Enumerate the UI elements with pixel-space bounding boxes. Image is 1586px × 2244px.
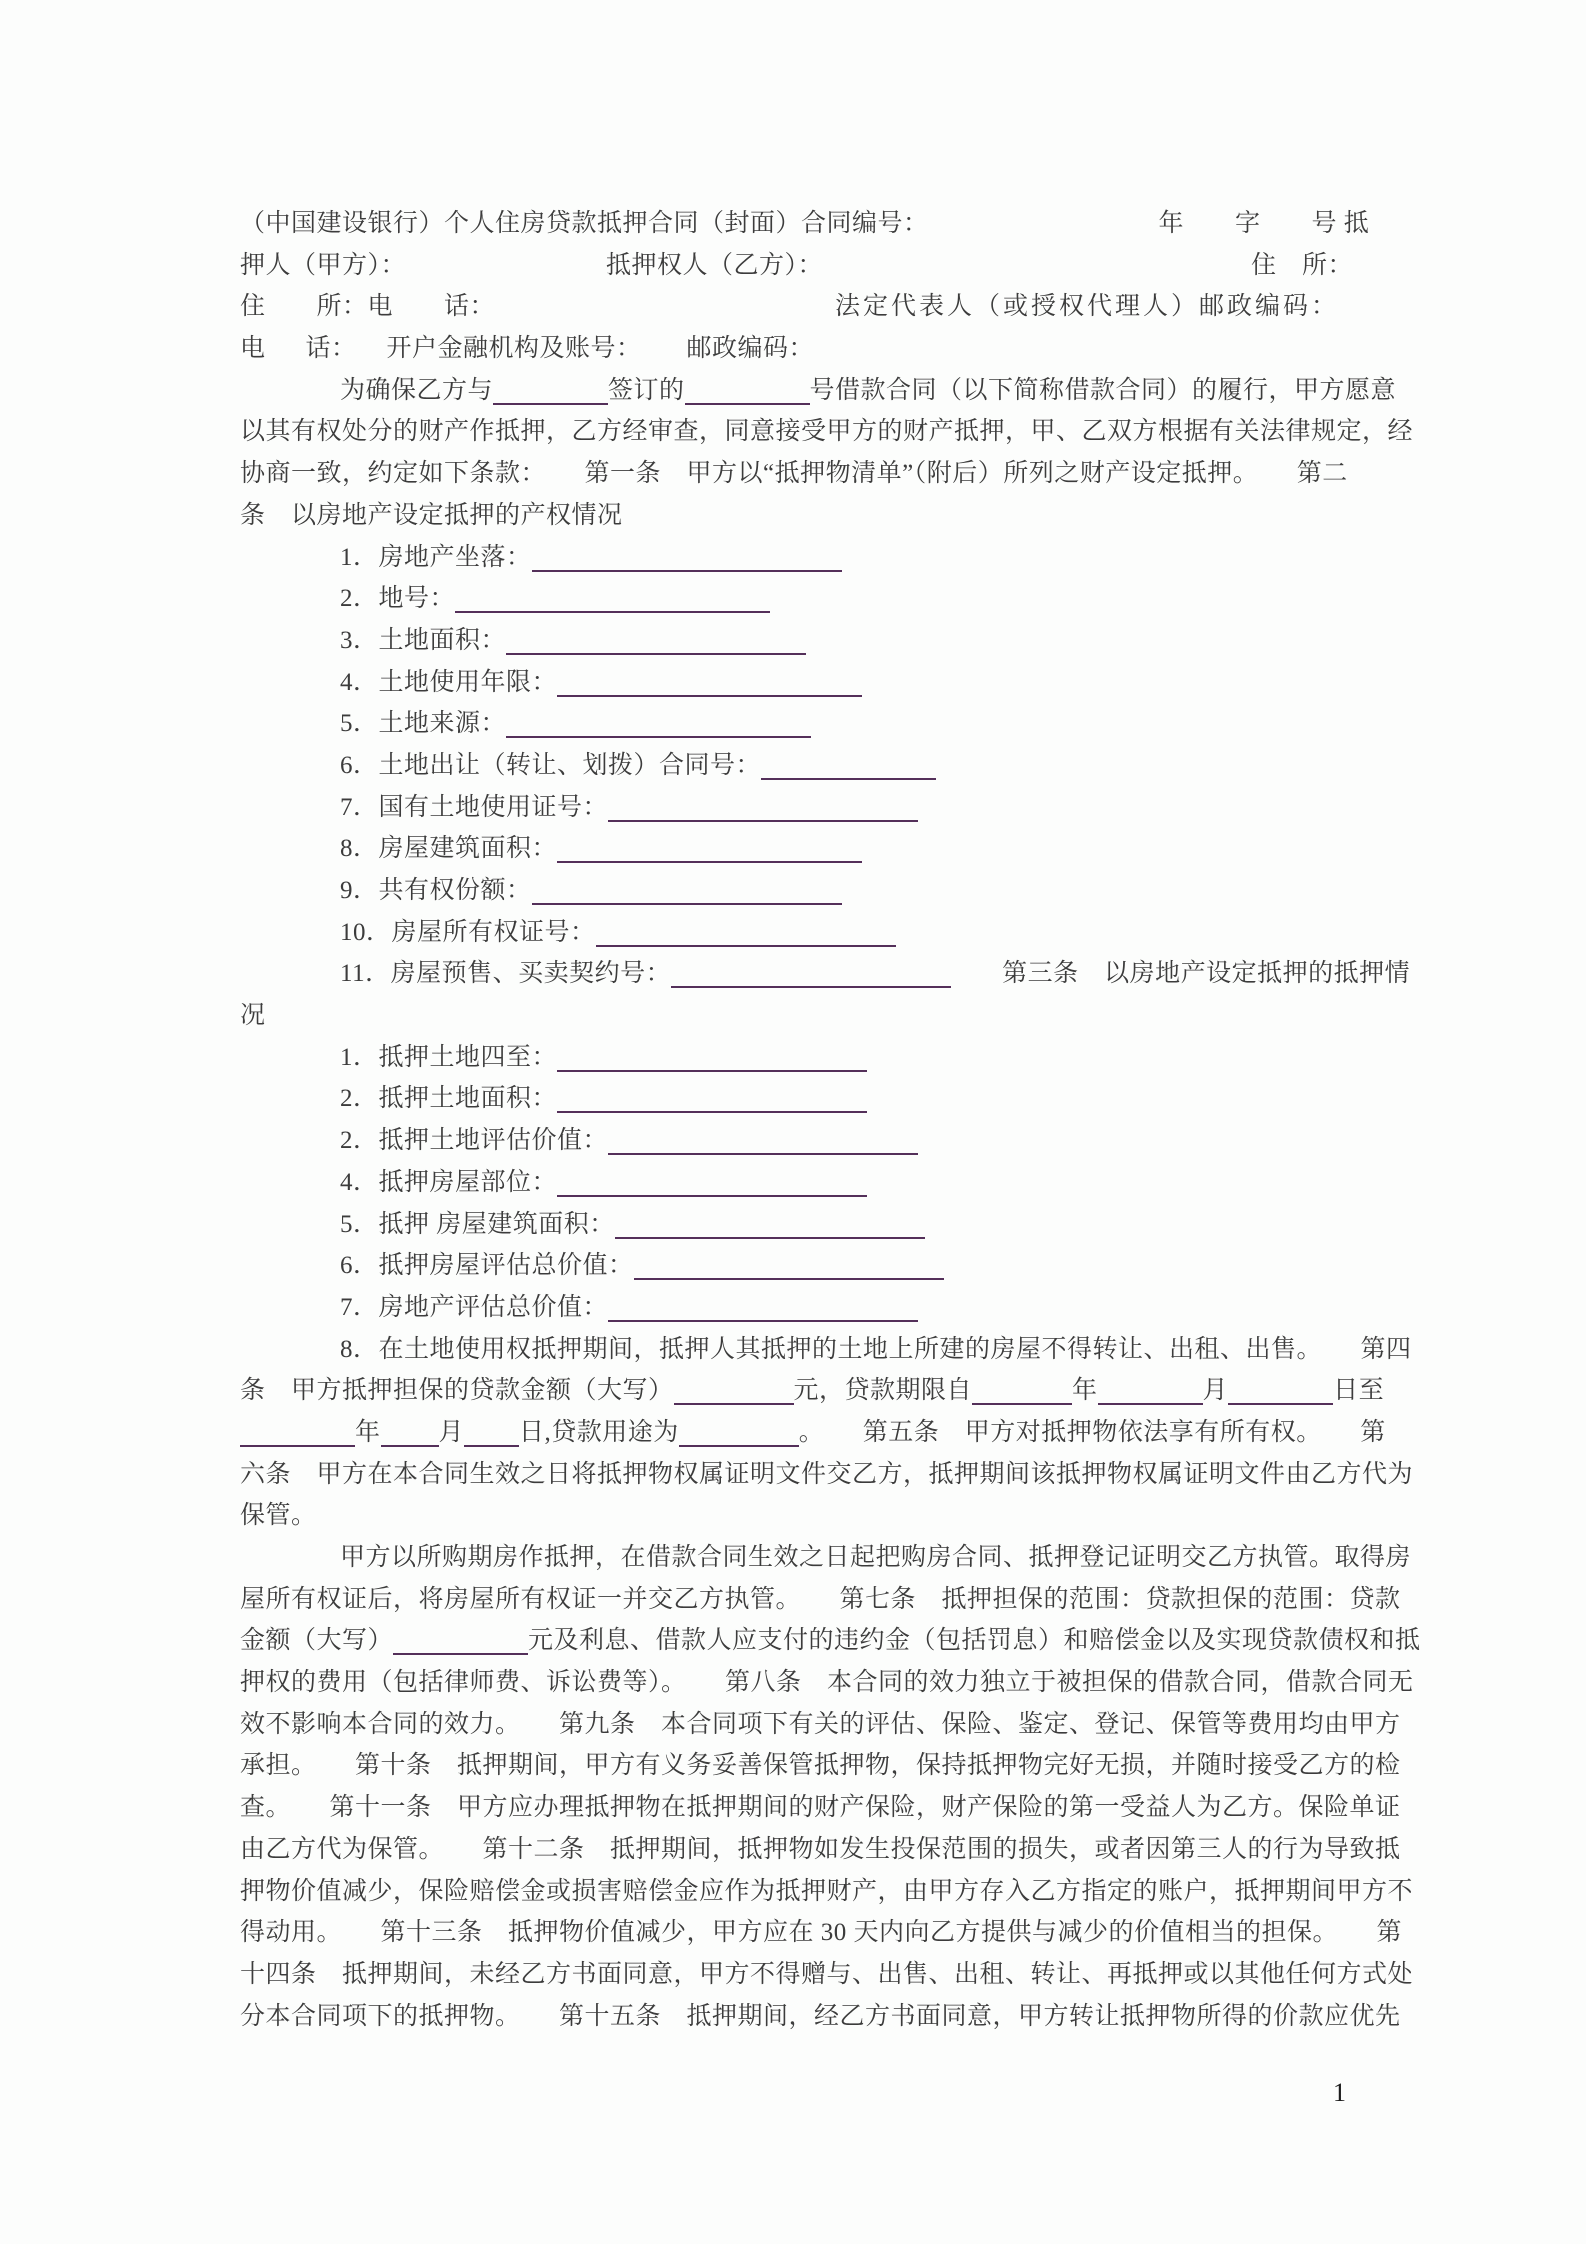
doc-line-9 [240,537,1440,579]
text-run: 邮政编码： [686,335,815,363]
doc-line-23 [240,1120,1440,1162]
blank-fill-line [761,752,936,780]
blank-fill-line [596,919,896,947]
text-run: 金额（大写） [240,1627,394,1655]
text-run: 9．共有权份额： [340,877,532,904]
text-run: 分本合同项下的抵押物。 第十五条 抵押期间，经乙方书面同意，甲方转让抵押物所得的价款应优先 [240,2002,1401,2030]
gap [240,1231,340,1232]
text-run: 甲方以所购期房作抵押，在借款合同生效之日起把购房合同、抵押登记证明交乙方执管。取得房 [340,1544,1412,1571]
doc-line-10 [240,578,1440,620]
text-run: 4．土地使用年限： [340,668,558,696]
text-run: 2．抵押土地面积： [340,1085,558,1113]
text-run: 号借款合同（以下简称借款合同）的履行，甲方愿意 [809,376,1397,404]
doc-line-29 [240,1370,1440,1412]
doc-line-38 [240,1745,1440,1787]
doc-line-8 [240,495,1440,537]
doc-line-32 [240,1495,1440,1537]
gap [357,355,387,356]
gap [240,939,340,940]
text-run: 4．抵押房屋部位： [340,1168,558,1196]
text-run: 8．房屋建筑面积： [340,835,558,863]
blank-fill-line [615,1211,925,1239]
gap [929,230,1159,231]
gap [406,272,606,273]
doc-line-42 [240,1912,1440,1954]
text-run: 电 [240,335,266,363]
doc-line-41 [240,1871,1440,1913]
doc-line-28 [240,1329,1440,1371]
doc-line-24 [240,1162,1440,1204]
text-run: 1．抵押土地四至： [340,1043,558,1071]
blank-fill-line [464,1419,519,1447]
text-run: 签订的 [608,376,685,404]
blank-fill-line [506,627,806,655]
text-run: 开户金融机构及账号： [386,335,642,363]
text-run: 7．房地产评估总价值： [340,1293,609,1321]
text-run: 条 甲方抵押担保的贷款金额（大写） [240,1377,674,1405]
gap [240,1564,340,1565]
text-run: 押人（甲方）： [240,251,407,279]
blank-fill-line [557,1044,867,1072]
text-run: 7．国有土地使用证号： [340,793,609,821]
doc-line-37 [240,1704,1440,1746]
doc-line-39 [240,1787,1440,1829]
gap [240,397,340,398]
gap [240,855,340,856]
gap [240,1105,340,1106]
gap [240,897,340,898]
doc-line-31 [240,1454,1440,1496]
blank-fill-line [608,1127,918,1155]
blank-fill-line [455,585,770,613]
doc-line-35 [240,1620,1440,1662]
text-run: 由乙方代为保管。 第十二条 抵押期间，抵押物如发生投保范围的损失，或者因第三人的行为导致抵 [240,1835,1401,1863]
doc-line-4 [240,328,1440,370]
text-run: 六条 甲方在本合同生效之日将抵押物权属证明文件交乙方，抵押期间该抵押物权属证明文件由乙方代为 [240,1460,1414,1488]
blank-fill-line [1098,1377,1203,1405]
doc-line-33 [240,1537,1440,1579]
text-run: 抵押权人（乙方）： [606,251,824,279]
text-run: 元及利息、借款人应支付的违约金（包括罚息）和赔偿金以及实现贷款债权和抵 [528,1627,1421,1655]
gap [823,272,1251,273]
text-run: 8．在土地使用权抵押期间，抵押人其抵押的土地上所建的房屋不得转让、出租、出售。 第四 [340,1335,1412,1363]
blank-fill-line [557,1085,867,1113]
doc-line-44 [240,1996,1440,2038]
text-run: 屋所有权证后，将房屋所有权证一并交乙方执管。 第七条 抵押担保的范围：贷款担保的范围：贷款 [240,1585,1401,1613]
blank-fill-line [393,1627,528,1655]
page-number: 1 [1333,2078,1346,2107]
gap [240,1064,340,1065]
doc-line-14 [240,745,1440,787]
doc-line-40 [240,1829,1440,1871]
text-run: 住 所： [1251,251,1354,279]
text-run: 2．抵押土地评估价值： [340,1127,609,1155]
gap [495,313,835,314]
text-run: 效不影响本合同的效力。 第九条 本合同项下有关的评估、保险、鉴定、登记、保管等费用均由甲方 [240,1710,1401,1738]
gap [240,1272,340,1273]
text-run: 法定代表人（或授权代理人）邮政编码： [835,293,1340,321]
blank-fill-line [608,794,918,822]
doc-line-30 [240,1412,1440,1454]
text-run: 6．抵押房屋评估总价值： [340,1252,634,1280]
text-run: 年 [1072,1377,1098,1405]
doc-line-7 [240,453,1440,495]
blank-fill-line [493,377,608,405]
text-run: 为确保乙方与 [340,376,494,404]
gap [266,355,306,356]
text-run: 10．房屋所有权证号： [340,918,596,946]
doc-line-18 [240,912,1440,954]
blank-fill-line [557,1169,867,1197]
text-run: 11．房屋预售、买卖契约号： [340,960,672,988]
doc-line-36 [240,1662,1440,1704]
text-run: 月 [1202,1377,1229,1405]
blank-fill-line [674,1377,794,1405]
doc-line-22 [240,1078,1440,1120]
doc-line-19 [240,953,1440,995]
gap [240,814,340,815]
doc-line-27 [240,1287,1440,1329]
doc-line-16 [240,828,1440,870]
doc-line-17 [240,870,1440,912]
doc-line-15 [240,787,1440,829]
gap [240,980,340,981]
gap [240,1147,340,1148]
text-run: 6．土地出让（转让、划拨）合同号： [340,751,762,779]
text-run: 年 字 号 抵 [1158,210,1370,237]
text-run: 。 第五条 甲方对抵押物依法享有所有权。 第 [798,1418,1386,1446]
blank-fill-line [685,377,810,405]
gap [642,355,687,356]
text-run: 月 [438,1418,465,1446]
doc-line-20 [240,995,1440,1037]
doc-line-1 [240,203,1440,245]
text-run: 2．地号： [340,585,456,613]
blank-fill-line [634,1252,944,1280]
gap [240,564,340,565]
blank-fill-line [679,1419,799,1447]
text-run: 况 [240,1002,266,1030]
text-run: 年 [355,1418,381,1446]
document-body [240,203,1440,2037]
text-run: 5．土地来源： [340,710,507,738]
gap [240,730,340,731]
text-run: （中国建设银行）个人住房贷款抵押合同（封面）合同编号： [240,210,929,237]
text-run: 押权的费用（包括律师费、诉讼费等）。 第八条 本合同的效力独立于被担保的借款合同，借款合同无 [240,1669,1414,1697]
blank-fill-line [240,1419,355,1447]
text-run: 日,贷款用途为 [519,1418,679,1446]
blank-fill-line [671,960,951,988]
doc-line-43 [240,1954,1440,1996]
text-run: 保管。 [240,1502,317,1530]
gap [240,605,340,606]
text-run: 条 以房地产设定抵押的产权情况 [240,501,623,529]
doc-line-26 [240,1245,1440,1287]
gap [240,647,340,648]
text-run: 以其有权处分的财产作抵押，乙方经审查，同意接受甲方的财产抵押，甲、乙双方根据有关法律规定，经 [240,418,1414,446]
blank-fill-line [557,835,862,863]
blank-fill-line [557,669,862,697]
gap [240,689,340,690]
gap [240,1356,340,1357]
doc-line-6 [240,411,1440,453]
doc-line-2 [240,245,1440,287]
doc-line-25 [240,1204,1440,1246]
text-run: 元，贷款期限自 [793,1377,973,1405]
text-run: 第三条 以房地产设定抵押的抵押情 [951,960,1411,988]
gap [240,772,340,773]
text-run: 押物价值减少，保险赔偿金或损害赔偿金应作为抵押财产，由甲方存入乙方指定的账户，抵押期间甲方不 [240,1877,1414,1905]
blank-fill-line [608,1294,918,1322]
text-run: 得动用。 第十三条 抵押物价值减少，甲方应在 30 天内向乙方提供与减少的价值相当的担保。 第 [240,1919,1403,1947]
text-run: 十四条 抵押期间，未经乙方书面同意，甲方不得赠与、出售、出租、转让、再抵押或以其他任何方式处 [240,1960,1414,1988]
blank-fill-line [532,877,842,905]
doc-line-5 [240,370,1440,412]
text-run: 日至 [1333,1377,1385,1405]
blank-fill-line [1228,1377,1333,1405]
text-run: 话： [305,335,357,363]
gap [240,1314,340,1315]
blank-fill-line [381,1419,439,1447]
blank-fill-line [506,710,811,738]
text-run: 3．土地面积： [340,626,507,654]
doc-line-12 [240,662,1440,704]
text-run: 查。 第十一条 甲方应办理抵押物在抵押期间的财产保险，财产保险的第一受益人为乙方。保险单证 [240,1794,1401,1822]
doc-line-21 [240,1037,1440,1079]
text-run: 承担。 第十条 抵押期间，甲方有义务妥善保管抵押物，保持抵押物完好无损，并随时接受乙方的检 [240,1752,1401,1780]
text-run: 1．房地产坐落： [340,543,532,571]
doc-line-11 [240,620,1440,662]
blank-fill-line [972,1377,1072,1405]
doc-line-13 [240,703,1440,745]
gap [240,1189,340,1190]
doc-line-3 [240,286,1440,328]
text-run: 5．抵押 房屋建筑面积： [340,1210,615,1238]
blank-fill-line [532,544,842,572]
text-run: 住 所：电 话： [240,293,496,321]
text-run: 协商一致，约定如下条款： 第一条 甲方以“抵押物清单”（附后）所列之财产设定抵押。 第二 [240,460,1348,488]
doc-line-34 [240,1579,1440,1621]
